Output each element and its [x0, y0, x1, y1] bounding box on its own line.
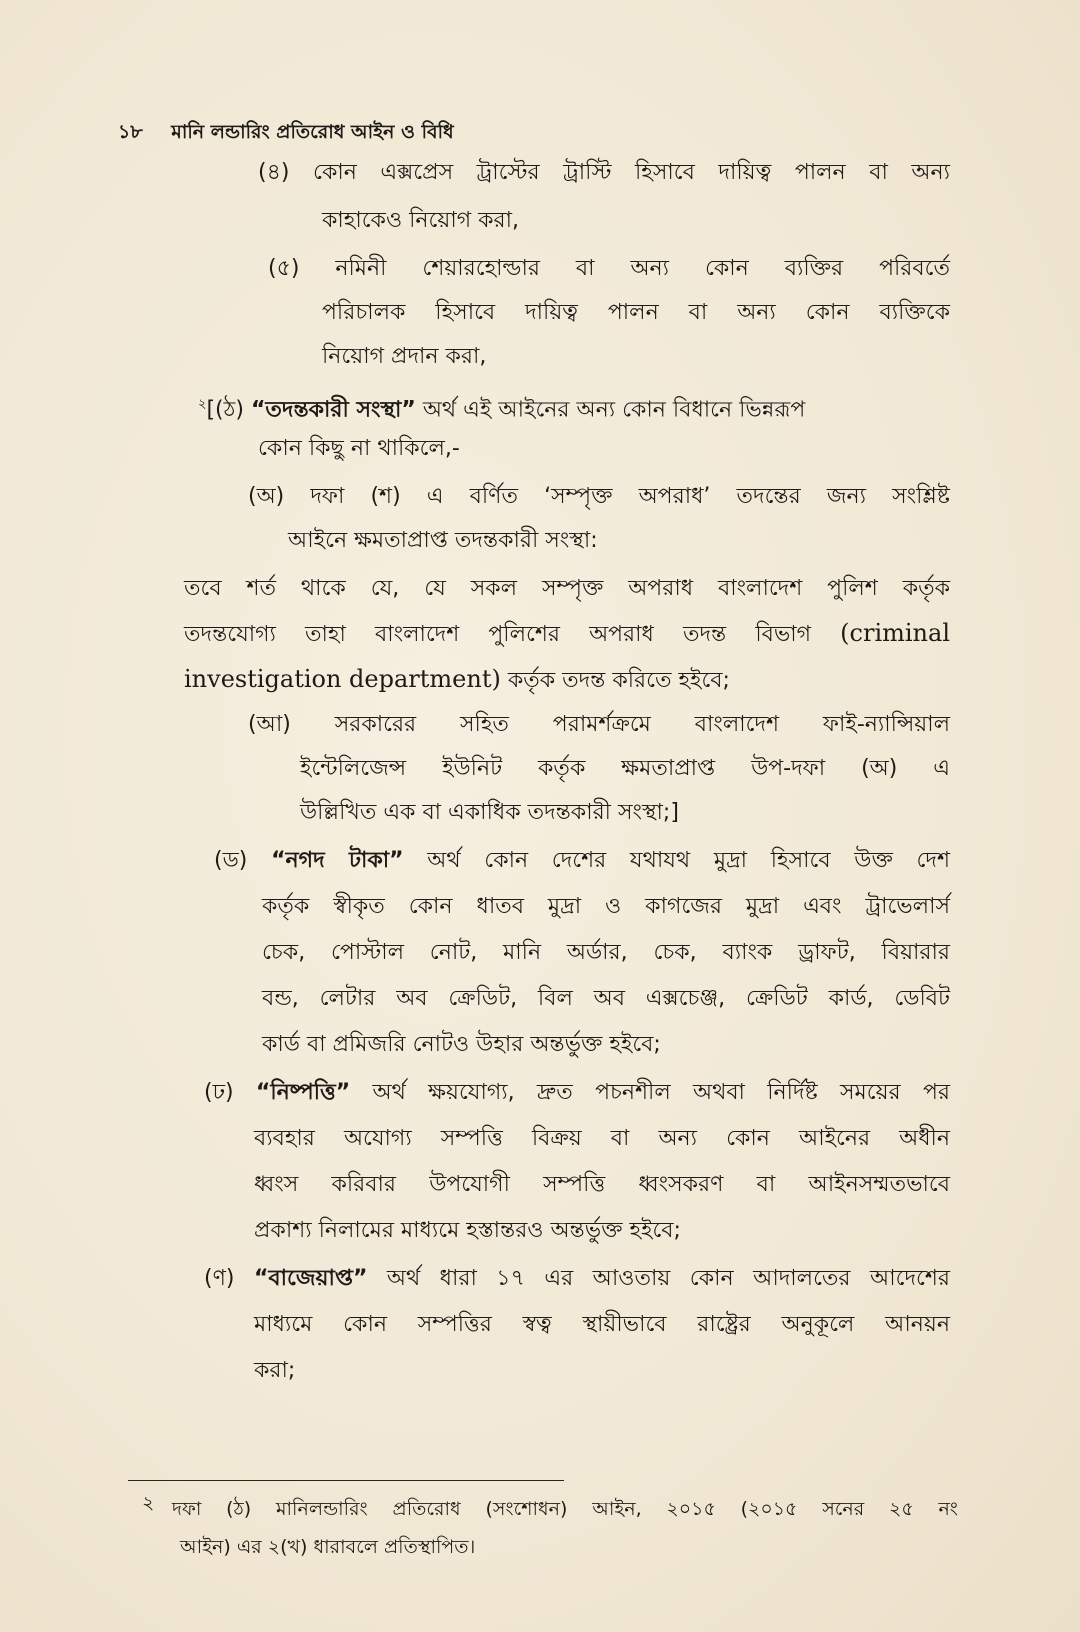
definition-da-line-4: বন্ড, লেটার অব ক্রেডিট, বিল অব এক্সচেঞ্জ, ক্রেডিট কার্ড, ডেবিট — [262, 986, 950, 1011]
subclause-a-line-1: (অ) দফা (শ) এ বর্ণিত ‘সম্পৃক্ত অপরাধ’ তদন্তের জন্য সংশ্লিষ্ট — [248, 484, 950, 509]
definition-dha-line-4: প্রকাশ্য নিলামের মাধ্যমে হস্তান্তরও অন্তর্ভুক্ত হইবে; — [254, 1218, 681, 1243]
definition-da-line-5: কার্ড বা প্রমিজরি নোটও উহার অন্তর্ভুক্ত হইবে; — [262, 1032, 661, 1057]
definition-dha-line-1: (ঢ) “নিষ্পত্তি” অর্থ ক্ষয়যোগ্য, দ্রুত পচনশীল অথবা নির্দিষ্ট সময়ের পর — [204, 1080, 950, 1105]
proviso-line-3: investigation department) কর্তৃক তদন্ত করিতে হইবে; — [184, 665, 730, 693]
clause-4-line-1: (৪) কোন এক্সপ্রেস ট্রাস্টের ট্রাস্টি হিসাবে দায়িত্ব পালন বা অন্য — [258, 160, 950, 185]
definition-na-line-2: মাধ্যমে কোন সম্পত্তির স্বত্ব স্থায়ীভাবে রাষ্ট্রের অনুকূলে আনয়ন — [254, 1312, 950, 1337]
running-header — [118, 118, 454, 150]
footnote-ref: ২ — [198, 397, 207, 412]
definition-na-line-3: করা; — [254, 1358, 296, 1383]
clause-5-line-2: পরিচালক হিসাবে দায়িত্ব পালন বা অন্য কোন ব্যক্তিকে — [322, 300, 950, 325]
book-title: মানি লন্ডারিং প্রতিরোধ আইন ও বিধি — [171, 121, 454, 143]
clause-5-line-1: (৫) নমিনী শেয়ারহোল্ডার বা অন্য কোন ব্যক্তির পরিবর্তে — [268, 256, 950, 281]
definition-da-line-1: (ড) “নগদ টাকা” অর্থ কোন দেশের যথাযথ মুদ্রা হিসাবে উক্ত দেশ — [214, 848, 951, 873]
definition-tha-line-1: $^২$[(ঠ) “তদন্তকারী সংস্থা” অর্থ এই আইনের অন্য কোন বিধানে ভিন্নরূপ — [198, 397, 806, 423]
clause-4-line-2: কাহাকেও নিয়োগ করা, — [322, 208, 520, 233]
definition-dha-line-3: ধ্বংস করিবার উপযোগী সম্পত্তি ধ্বংসকরণ বা আইনসম্মতভাবে — [254, 1172, 950, 1197]
term-cash: “নগদ টাকা” — [271, 848, 404, 873]
subclause-aa-line-2: ইন্টেলিজেন্স ইউনিট কর্তৃক ক্ষমতাপ্রাপ্ত উপ-দফা (অ) এ — [300, 756, 950, 781]
term-disposal: “নিষ্পত্তি” — [255, 1080, 351, 1105]
footnote-line-1: দফা (ঠ) মানিলন্ডারিং প্রতিরোধ (সংশোধন) আইন, ২০১৫ (২০১৫ সনের ২৫ নং — [172, 1498, 958, 1520]
subclause-a-line-2: আইনে ক্ষমতাপ্রাপ্ত তদন্তকারী সংস্থা: — [288, 528, 598, 553]
footnote-line-2: আইন) এর ২(খ) ধারাবলে প্রতিস্থাপিত। — [180, 1536, 476, 1558]
subclause-aa-line-3: উল্লিখিত এক বা একাধিক তদন্তকারী সংস্থা;] — [300, 800, 679, 825]
definition-da-line-3: চেক, পোস্টাল নোট, মানি অর্ডার, চেক, ব্যাংক ড্রাফট, বিয়ারার — [262, 940, 950, 965]
footnote-marker: ২ — [142, 1492, 155, 1514]
footnote-divider — [128, 1480, 564, 1481]
definition-da-line-2: কর্তৃক স্বীকৃত কোন ধাতব মুদ্রা ও কাগজের মুদ্রা এবং ট্রাভেলার্স — [262, 894, 950, 919]
definition-na-line-1: (ণ) “বাজেয়াপ্ত” অর্থ ধারা ১৭ এর আওতায় কোন আদালতের আদেশের — [204, 1266, 951, 1291]
page-number: ১৮ — [118, 121, 143, 143]
clause-5-line-3: নিয়োগ প্রদান করা, — [322, 344, 487, 369]
subclause-aa-line-1: (আ) সরকারের সহিত পরামর্শক্রমে বাংলাদেশ ফাই-ন্যান্সিয়াল — [248, 712, 950, 737]
proviso-line-2: তদন্তযোগ্য তাহা বাংলাদেশ পুলিশের অপরাধ তদন্ত বিভাগ (criminal — [184, 619, 950, 647]
definition-dha-line-2: ব্যবহার অযোগ্য সম্পত্তি বিক্রয় বা অন্য কোন আইনের অধীন — [254, 1126, 950, 1151]
term-investigating-agency: “তদন্তকারী সংস্থা” — [250, 397, 416, 423]
definition-tha-line-2: কোন কিছু না থাকিলে,- — [258, 436, 460, 461]
proviso-line-1: তবে শর্ত থাকে যে, যে সকল সম্পৃক্ত অপরাধ বাংলাদেশ পুলিশ কর্তৃক — [184, 576, 950, 601]
term-confiscation: “বাজেয়াপ্ত” — [253, 1266, 368, 1291]
